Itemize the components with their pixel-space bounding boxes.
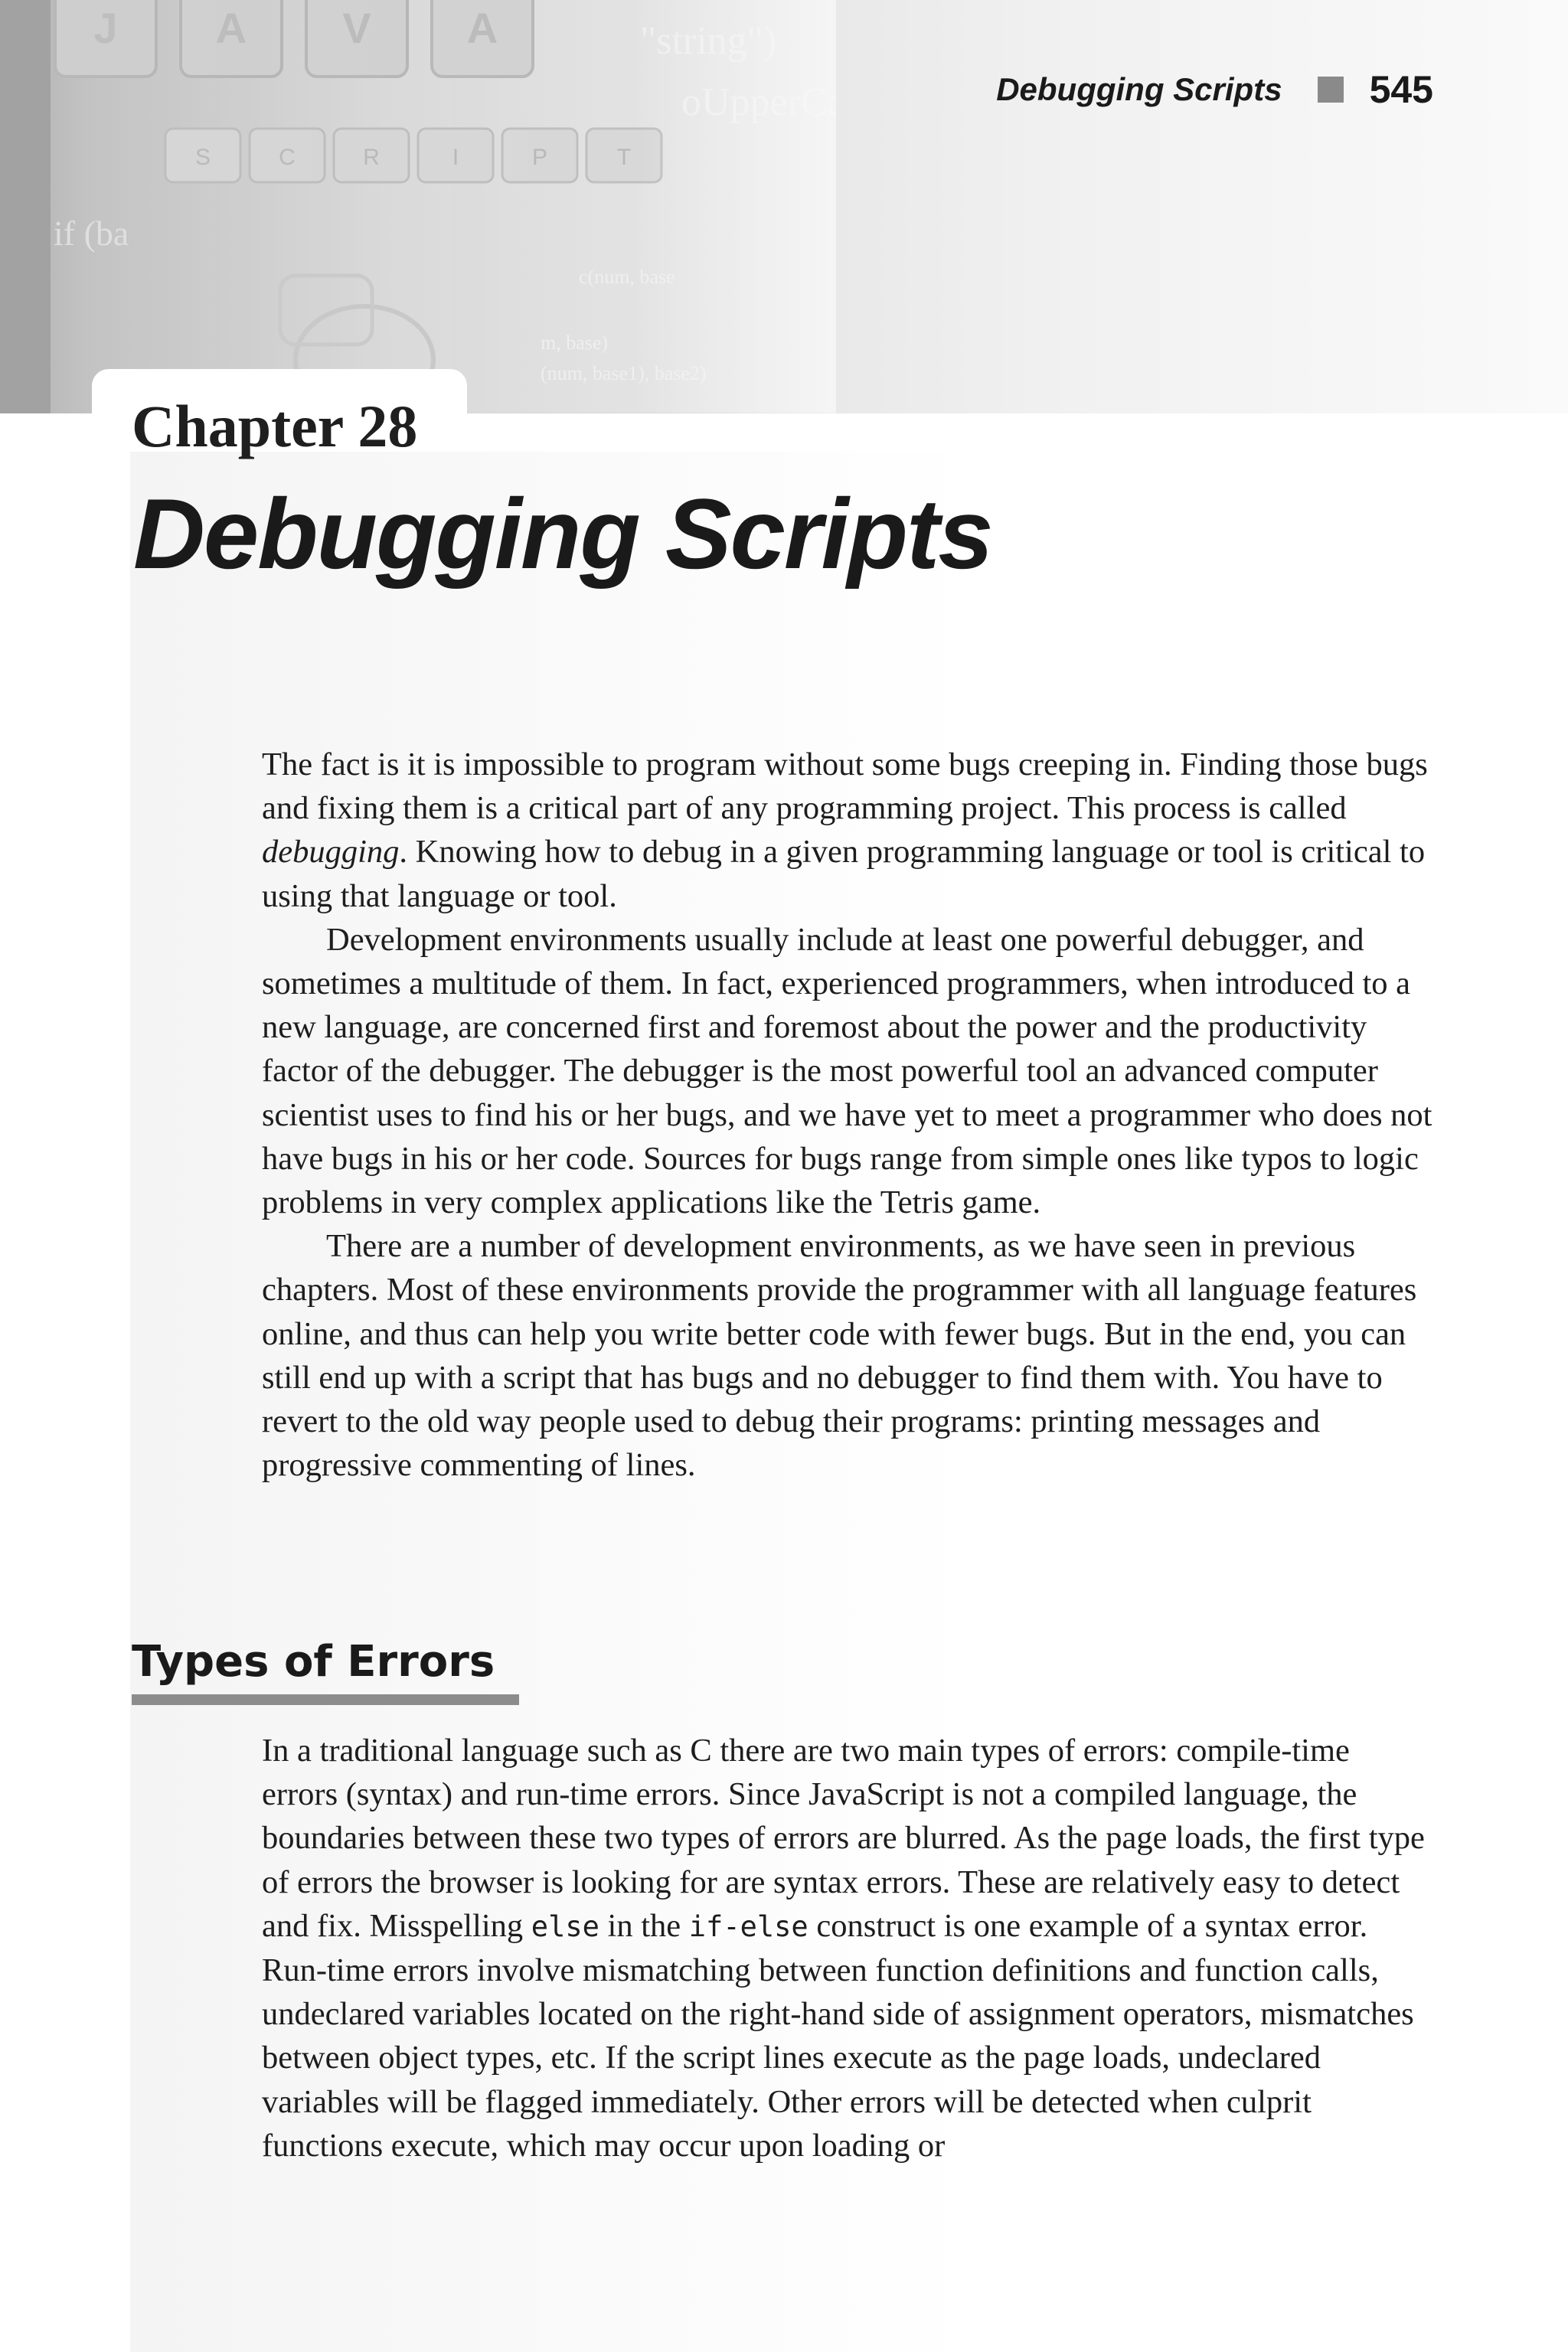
inline-code: else	[531, 1909, 599, 1943]
keyboard-code-illustration	[51, 0, 836, 413]
text-run: . Knowing how to debug in a given programming language or tool is critical to using that language or tool.	[262, 834, 1426, 914]
paragraph: Development environments usually include at least one powerful debugger, and sometimes a multitude of them. In fact, experienced programmers, when introduced to a new language, are concerned first and foremost about the power and the productivity factor of the debugger. The debugger is the most powerful tool an advanced computer scientist uses to find his or her bugs, and we have yet to meet a programmer who does not have bugs in his or her code. Sources for bugs range from simple ones like typos to logic problems in very complex applications like the Tetris game.	[262, 921, 1432, 1221]
text-run: in the	[599, 1907, 689, 1944]
chapter-title: Debugging Scripts	[133, 478, 992, 590]
banner-edge-strip	[0, 0, 51, 413]
paragraph: There are a number of development environments, as we have seen in previous chapters. Most of these environments provide the programmer with all language features online, and thus can help you write better code with fewer bugs. But in the end, you can still end up with a script that has bugs and no debugger to find them with. You have to revert to the old way people used to debug their programs: printing messages and progressive commenting of lines.	[262, 1228, 1417, 1484]
square-bullet-icon	[1318, 77, 1344, 103]
running-head-title: Debugging Scripts	[996, 71, 1282, 107]
emphasis-term: debugging	[262, 834, 400, 871]
paragraph	[262, 743, 1433, 918]
running-head	[996, 67, 1433, 112]
inline-code: if-else	[688, 1909, 808, 1943]
page-number: 545	[1369, 68, 1433, 111]
section-text	[262, 1729, 1433, 2167]
text-run: The fact is it is impossible to program without some bugs creeping in. Finding those bugs and fixing them is a critical part of any programming project. This process is called	[262, 746, 1428, 827]
header-banner	[0, 0, 1568, 413]
text-run: In a traditional language such as C there are two main types of errors: compile-time errors (syntax) and run-time errors. Since JavaScript is not a compiled language, the boundaries between these two types of errors are blurred. As the page loads, the first type of errors the browser is looking for are syntax errors. These are relatively easy to detect and fix. Misspelling	[262, 1733, 1425, 1944]
chapter-label: Chapter 28	[132, 393, 418, 459]
section-heading: Types of Errors	[132, 1637, 519, 1705]
text-run: construct is one example of a syntax error. Run-time errors involve mismatching between function definitions and function calls, undeclared variables located on the right-hand side of assignment operators, mismatches between object types, etc. If the script lines execute as the page loads, undeclared variables will be flagged immediately. Other errors will be detected when culprit functions execute, which may occur upon loading or	[262, 1907, 1414, 2164]
paragraph	[262, 1729, 1433, 2167]
intro-text	[262, 743, 1433, 1487]
